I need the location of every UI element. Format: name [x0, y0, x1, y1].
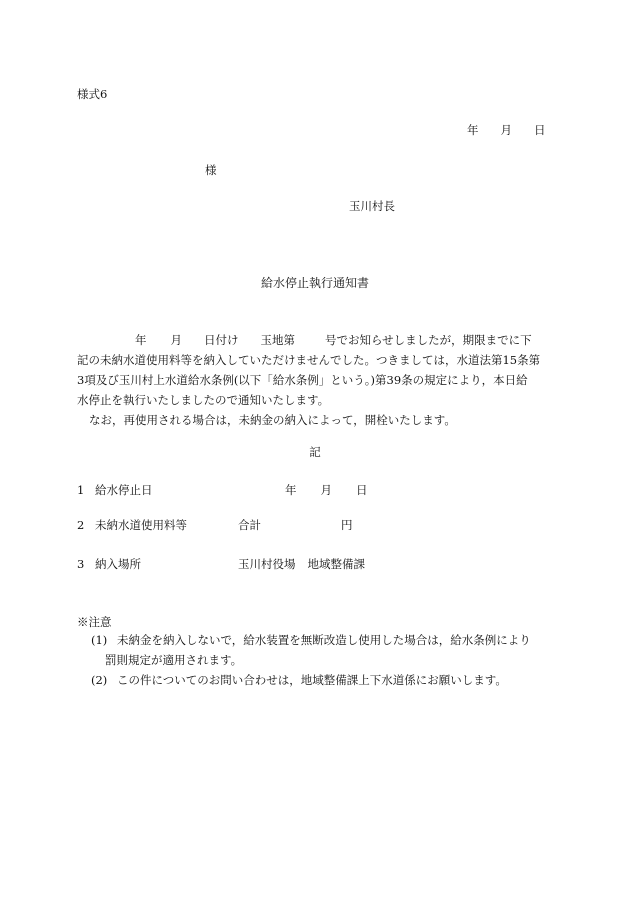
item-unpaid-amount: 2 未納水道使用料等 合計 円 [77, 518, 353, 532]
item-payment-place: 3 納入場所 玉川村役場 地域整備課 [77, 557, 365, 571]
ki-heading: 記 [309, 445, 321, 459]
body-line-5: なお，再使用される場合は，未納金の納入によって，開栓いたします。 [89, 413, 456, 427]
sender: 玉川村長 [349, 199, 395, 213]
body-text [77, 330, 562, 430]
date-month: 月 [500, 123, 512, 137]
body-line-1: 年 月 日付け 玉地第 号でお知らせしましたが，期限までに下 [135, 333, 532, 347]
note-1: (1) 未納金を納入しないで，給水装置を無断改造し使用した場合は，給水条例により 罰則規定が適用されます。 [91, 633, 531, 667]
body-line-4: 水停止を執行いたしましたので通知いたします。 [77, 393, 330, 407]
note-2: (2) この件についてのお問い合わせは，地域整備課上下水道係にお願いします。 [91, 673, 507, 687]
date-day: 日 [534, 123, 546, 137]
item-stop-date: 1 給水停止日 年 月 日 [77, 483, 368, 497]
form-number: 様式6 [77, 87, 108, 101]
addressee: 様 [205, 163, 217, 177]
document-title: 給水停止執行通知書 [260, 276, 369, 290]
body-line-2: 記の未納水道使用料等を納入していただけませんでした。つきましては，水道法第15条第 [77, 353, 541, 367]
notes-heading: ※注意 [77, 615, 112, 629]
issue-date [467, 122, 546, 138]
body-line-3: 3項及び玉川村上水道給水条例(以下「給水条例」という。)第39条の規定により，本日給 [77, 373, 528, 387]
date-year: 年 [467, 123, 479, 137]
